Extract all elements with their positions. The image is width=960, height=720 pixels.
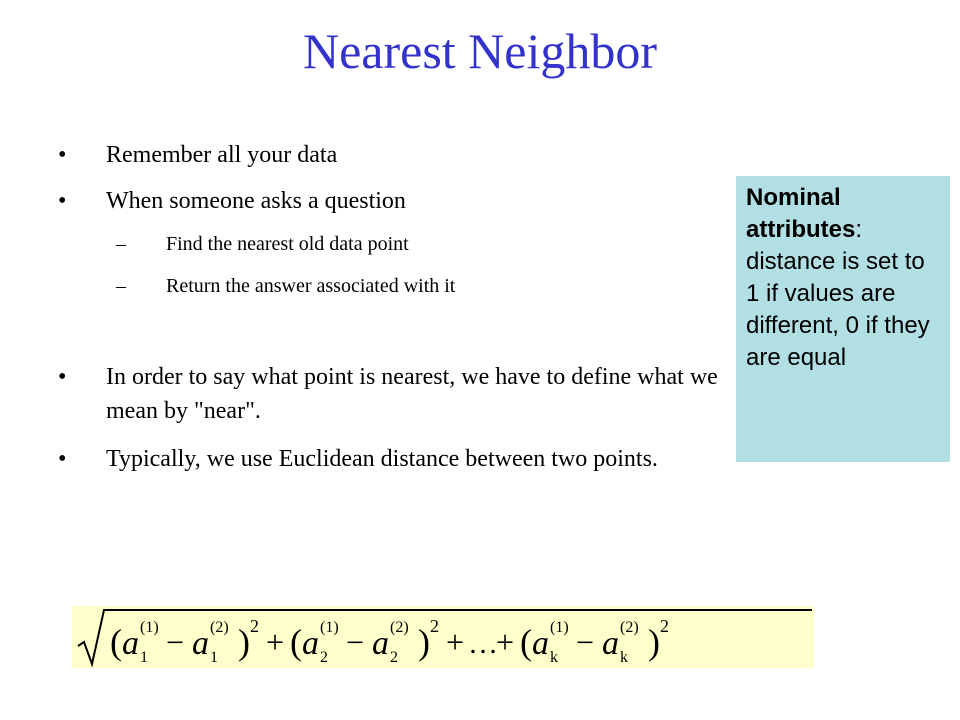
formula-variable: a xyxy=(602,625,619,662)
formula-subscript: k xyxy=(620,649,628,666)
formula-subscript: 1 xyxy=(210,649,218,666)
formula-ellipsis: … xyxy=(468,627,498,660)
formula-variable: a xyxy=(302,625,319,662)
formula-paren: ( xyxy=(290,622,302,662)
formula-subscript: 2 xyxy=(320,649,328,666)
formula-operator: + xyxy=(496,624,515,660)
formula-paren: ) xyxy=(238,622,250,662)
formula-variable: a xyxy=(532,625,549,662)
formula-paren: ( xyxy=(110,622,122,662)
formula-exponent: 2 xyxy=(250,616,259,636)
square-root-icon xyxy=(78,610,812,664)
note-text: : distance is set to 1 if values are different, 0 if they are equal xyxy=(746,216,930,371)
bullet-mark: • xyxy=(58,142,67,168)
formula-operator: − xyxy=(166,624,185,660)
bullet-text: When someone asks a question xyxy=(106,188,406,214)
formula-superscript: (1) xyxy=(550,619,569,636)
formula-superscript: (1) xyxy=(320,619,339,636)
sub-bullet-text: Find the nearest old data point xyxy=(166,233,409,255)
formula-subscript: 2 xyxy=(390,649,398,666)
bullet-mark: • xyxy=(58,446,67,472)
bullet-mark: • xyxy=(58,188,67,214)
formula-subscript: 1 xyxy=(140,649,148,666)
formula-operator: − xyxy=(346,624,365,660)
bullet-text: Remember all your data xyxy=(106,142,338,168)
formula-superscript: (2) xyxy=(210,619,229,636)
formula-paren: ) xyxy=(418,622,430,662)
formula-subscript: k xyxy=(550,649,558,666)
formula-superscript: (2) xyxy=(390,619,409,636)
bullet-mark: • xyxy=(58,364,67,390)
formula-paren: ( xyxy=(520,622,532,662)
formula-variable: a xyxy=(372,625,389,662)
formula-exponent: 2 xyxy=(430,616,439,636)
formula-operator: + xyxy=(266,624,285,660)
formula-superscript: (1) xyxy=(140,619,159,636)
sub-bullet-text: Return the answer associated with it xyxy=(166,275,456,297)
formula-paren: ) xyxy=(648,622,660,662)
formula-svg xyxy=(72,606,814,668)
formula-operator: − xyxy=(576,624,595,660)
note-heading: Nominal attributes xyxy=(746,184,856,243)
sub-bullet-mark: – xyxy=(116,233,126,255)
formula-body xyxy=(110,616,669,666)
formula-variable: a xyxy=(192,625,209,662)
slide-title: Nearest Neighbor xyxy=(302,23,658,79)
euclidean-distance-formula xyxy=(72,606,814,668)
formula-operator: + xyxy=(446,624,465,660)
formula-exponent: 2 xyxy=(660,616,669,636)
bullet-text: In order to say what point is nearest, we have to define what we mean by "near". xyxy=(106,364,718,424)
nominal-attributes-note xyxy=(736,176,950,462)
sub-bullet-mark: – xyxy=(116,275,126,297)
bullet-text: Typically, we use Euclidean distance between two points. xyxy=(106,446,658,472)
formula-variable: a xyxy=(122,625,139,662)
formula-superscript: (2) xyxy=(620,619,639,636)
